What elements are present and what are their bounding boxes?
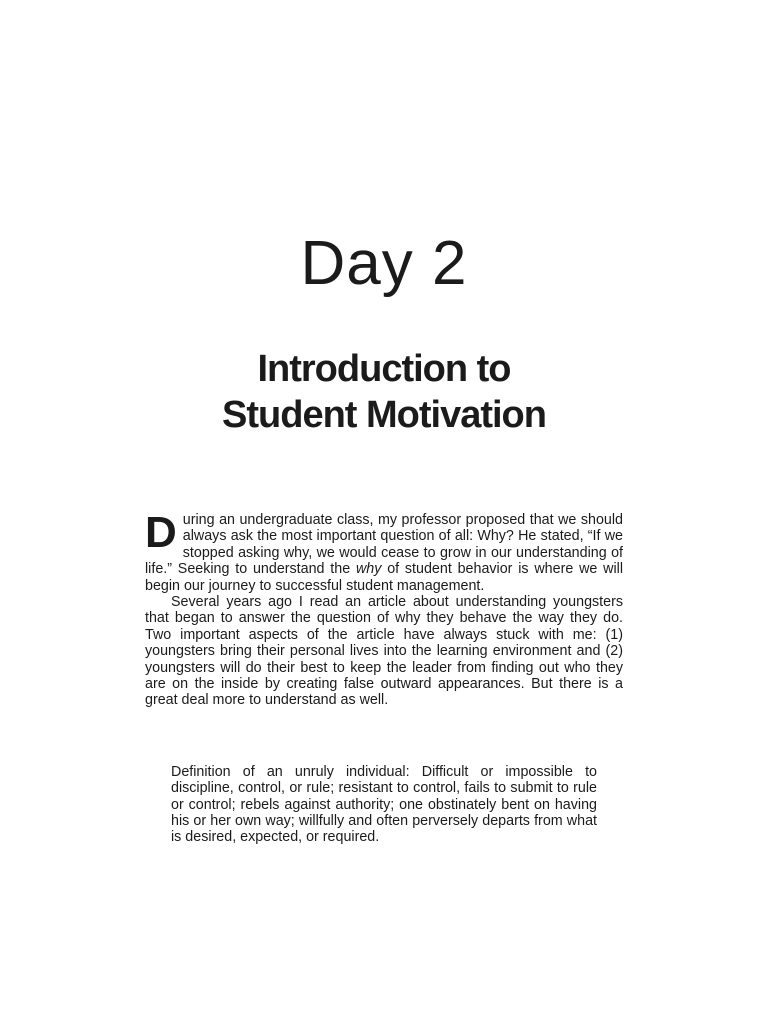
paragraph-second: Several years ago I read an article about understanding youngsters that began to answer the question of why they behave the way they do. Two important aspects of the article have always stuck with me: (1) youngsters bring their personal lives into the learning environment and (2) youngsters will do their best to keep the leader from finding out who they are on the inside by creating false outward appearances. But there is a great deal more to understand as well. xyxy=(145,594,623,709)
drop-cap-letter: D xyxy=(145,508,177,557)
paragraph-intro-italic: why xyxy=(355,561,382,578)
body-text xyxy=(145,508,623,709)
definition-blockquote: Definition of an unruly individual: Difficult or impossible to discipline, control, or rule; resistant to control, fails to submit to rule or control; rebels against authority; one obstinately bent on having his or her own way; willfully and often perversely departs from what is desired, expected, or required. xyxy=(171,764,597,846)
paragraph-intro-text-1: uring an undergraduate class, my professor proposed that we should always ask the most important question of all: Why? He stated, “If we stopped asking why, we would cease to grow in our understanding of life.” Seeking to understand the xyxy=(145,512,623,578)
chapter-subtitle-line-1: Introduction to xyxy=(257,348,511,390)
paragraph-intro-text-2: of student behavior is where we will begin our journey to successful student management. xyxy=(145,561,623,594)
chapter-subtitle xyxy=(0,346,768,438)
chapter-subtitle-line-2: Student Motivation xyxy=(222,394,546,436)
paragraph-intro xyxy=(145,508,623,594)
chapter-title: Day 2 xyxy=(300,229,468,298)
